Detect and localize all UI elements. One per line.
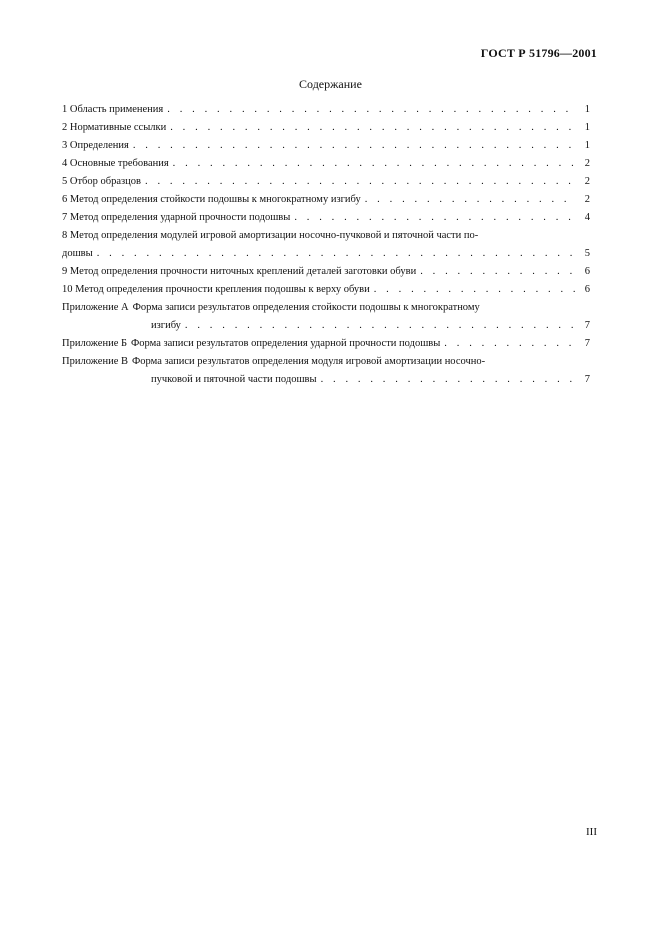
toc-entry-8[interactable] xyxy=(62,227,590,263)
page-number: III xyxy=(586,826,597,838)
toc-page-number: 1 xyxy=(584,140,590,151)
appendix-title-line2: пучковой и пяточной части подошвы xyxy=(151,374,317,385)
toc-appendix-b[interactable] xyxy=(62,335,590,353)
toc-entry-6[interactable] xyxy=(62,191,590,209)
dot-leader xyxy=(374,281,576,299)
dot-leader xyxy=(321,371,576,389)
toc-entry-text: 9 Метод определения прочности ниточных креплений деталей заготовки обуви xyxy=(62,266,417,277)
toc-page-number: 2 xyxy=(584,158,590,169)
toc-entry-text: 6 Метод определения стойкости подошвы к многократному изгибу xyxy=(62,194,361,205)
appendix-title: Форма записи результатов определения ударной прочности подошвы xyxy=(131,338,441,349)
toc-entry-text: 5 Отбор образцов xyxy=(62,176,141,187)
dot-leader xyxy=(167,101,576,119)
appendix-label: Приложение Б xyxy=(62,338,128,349)
toc-entry-5[interactable] xyxy=(62,173,590,191)
toc-entry-9[interactable] xyxy=(62,263,590,281)
toc-entry-text: 1 Область применения xyxy=(62,104,164,115)
dot-leader xyxy=(170,119,576,137)
toc-page-number: 6 xyxy=(584,284,590,295)
toc-entry-text: 3 Определения xyxy=(62,140,129,151)
toc-entry-2[interactable] xyxy=(62,119,590,137)
toc-page-number: 2 xyxy=(584,176,590,187)
toc-page-number: 1 xyxy=(584,104,590,115)
toc-appendix-a[interactable] xyxy=(62,299,590,335)
toc-page-number: 6 xyxy=(584,266,590,277)
toc-entry-10[interactable] xyxy=(62,281,590,299)
document-code: ГОСТ Р 51796—2001 xyxy=(480,46,597,60)
dot-leader xyxy=(97,245,576,263)
toc-entry-text: 10 Метод определения прочности крепления подошвы к верху обуви xyxy=(62,284,370,295)
toc-title: Содержание xyxy=(299,77,362,91)
toc-entry-text-line2: дошвы xyxy=(62,248,93,259)
toc-entry-text: 2 Нормативные ссылки xyxy=(62,122,167,133)
toc-entry-3[interactable] xyxy=(62,137,590,155)
toc-entry-text: 7 Метод определения ударной прочности подошвы xyxy=(62,212,291,223)
toc-page-number: 4 xyxy=(584,212,590,223)
toc-page-number: 2 xyxy=(584,194,590,205)
toc-page-number: 7 xyxy=(584,320,590,331)
dot-leader xyxy=(145,173,576,191)
appendix-title-line1: Форма записи результатов определения стойкости подошвы к многократному xyxy=(132,302,480,313)
toc-entry-7[interactable] xyxy=(62,209,590,227)
dot-leader xyxy=(444,335,576,353)
dot-leader xyxy=(420,263,576,281)
appendix-label: Приложение В xyxy=(62,356,128,367)
toc-entry-text: 4 Основные требования xyxy=(62,158,169,169)
dot-leader xyxy=(185,317,576,335)
toc-page-number: 7 xyxy=(584,374,590,385)
dot-leader xyxy=(294,209,576,227)
toc-appendix-c[interactable] xyxy=(62,353,590,389)
dot-leader xyxy=(365,191,576,209)
dot-leader xyxy=(133,137,576,155)
dot-leader xyxy=(173,155,576,173)
appendix-title-line1: Форма записи результатов определения модуля игровой амортизации носочно- xyxy=(131,356,486,367)
toc-entry-text-line1: 8 Метод определения модулей игровой амортизации носочно-пучковой и пяточной части по- xyxy=(62,230,479,241)
toc-page-number: 1 xyxy=(584,122,590,133)
toc-entry-1[interactable] xyxy=(62,101,590,119)
toc-entry-4[interactable] xyxy=(62,155,590,173)
table-of-contents xyxy=(62,101,590,389)
appendix-title-line2: изгибу xyxy=(151,320,181,331)
toc-page-number: 5 xyxy=(584,248,590,259)
toc-page-number: 7 xyxy=(584,338,590,349)
appendix-label: Приложение А xyxy=(62,302,129,313)
